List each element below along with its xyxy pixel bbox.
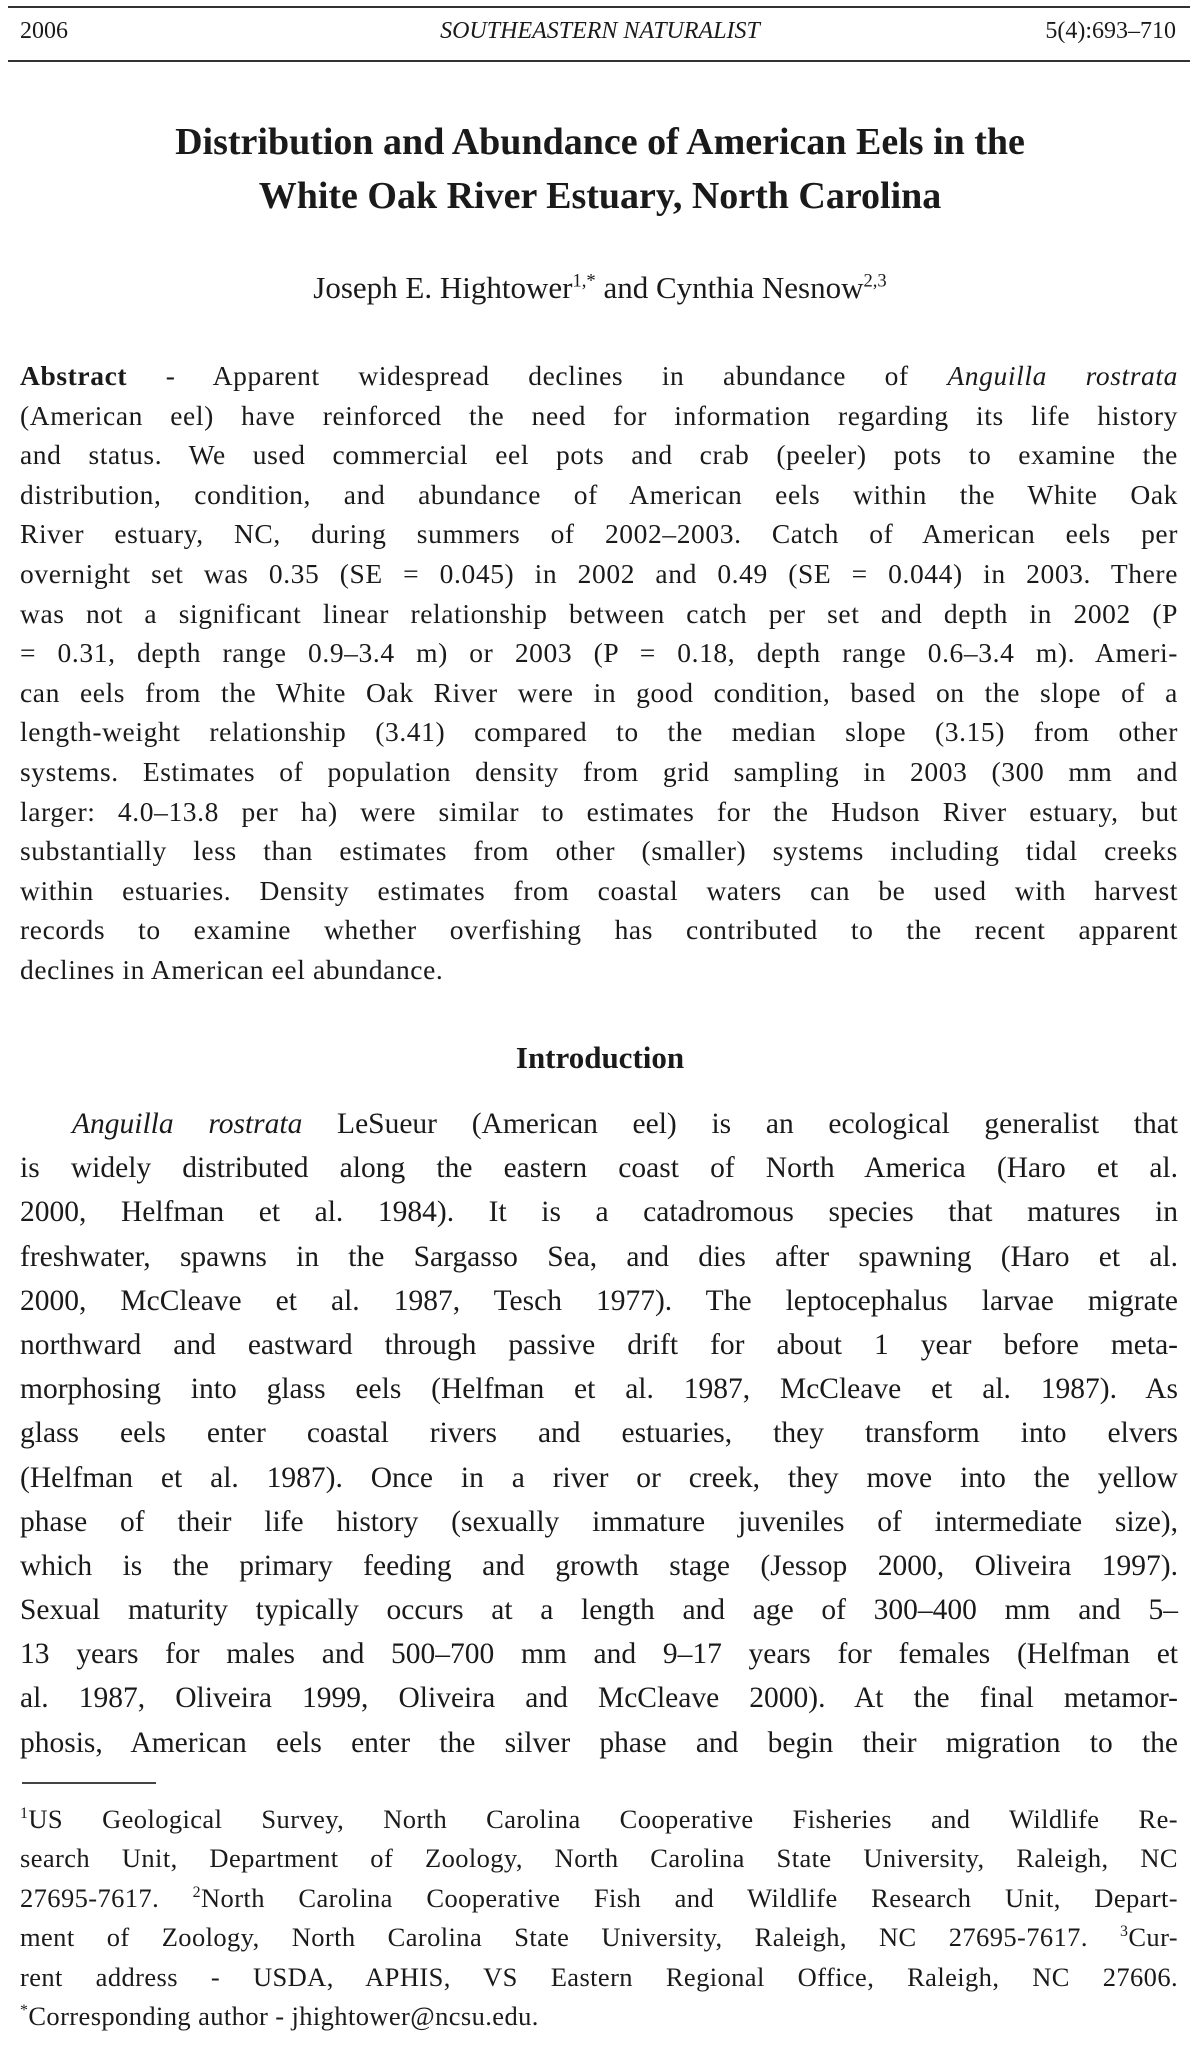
footnote-line (20, 1958, 1178, 1997)
paragraph-text: morphosing into glass eels (Helfman et al. 1987, McCleave et al. 1987). As (20, 1373, 1178, 1406)
paragraph-line (20, 1146, 1178, 1190)
section-heading-introduction: Introduction (515, 1040, 685, 1075)
abstract-line (20, 673, 1178, 713)
abstract-text: was not a significant linear relationship between catch per set and depth in 2002 (P (20, 597, 1178, 629)
author-affiliation-marker: 2,3 (863, 270, 887, 292)
species-name: Anguilla rostrata (947, 360, 1178, 391)
introduction-body (20, 1102, 1178, 1765)
paragraph-text: al. 1987, Oliveira 1999, Oliveira and McCleave 2000). At the final metamor- (20, 1682, 1178, 1715)
author-connector: and (595, 270, 656, 305)
paragraph-text: is widely distributed along the eastern coast of North America (Haro et al. (20, 1152, 1178, 1185)
footnote-text: 27695-7617. (20, 1882, 193, 1913)
footnote-text: US Geological Survey, North Carolina Cooperative Fisheries and Wildlife Re- (28, 1804, 1178, 1834)
abstract-label: Abstract (20, 360, 128, 391)
abstract-line (20, 712, 1178, 752)
paragraph-text: which is the primary feeding and growth stage (Jessop 2000, Oliveira 1997). (20, 1549, 1178, 1582)
author-list (0, 268, 1200, 308)
abstract-line (20, 554, 1178, 594)
abstract-text: - Apparent widespread declines in abundance of (127, 360, 948, 391)
footnote-text: rent address - USDA, APHIS, VS Eastern Regional Office, Raleigh, NC 27606. (20, 1961, 1178, 1992)
paragraph-text: 2000, McCleave et al. 1987, Tesch 1977). The leptocephalus larvae migrate (20, 1284, 1178, 1317)
paragraph-line (20, 1190, 1178, 1234)
abstract-text: length-weight relationship (3.41) compared to the median slope (3.15) from other (20, 716, 1178, 748)
paragraph-line (20, 1456, 1178, 1500)
author-name: Joseph E. Hightower (313, 270, 573, 305)
paragraph-text: 2000, Helfman et al. 1984). It is a catadromous species that matures in (20, 1196, 1178, 1229)
author-name: Cynthia Nesnow (655, 270, 864, 305)
paragraph-line (20, 1367, 1178, 1411)
abstract-line (20, 475, 1178, 515)
species-name: Anguilla rostrata (72, 1108, 303, 1140)
abstract-line (20, 594, 1178, 634)
paragraph-text: (Helfman et al. 1987). Once in a river or creek, they move into the yellow (20, 1461, 1178, 1494)
abstract-text: within estuaries. Density estimates from coastal waters can be used with harvest (20, 874, 1178, 906)
header-journal-name: SOUTHEASTERN NATURALIST (440, 18, 760, 44)
title-line-2: White Oak River Estuary, North Carolina (258, 175, 942, 217)
abstract-text: = 0.31, depth range 0.9–3.4 m) or 2003 (P = 0.18, depth range 0.6–3.4 m). Ameri- (20, 637, 1178, 669)
footnote-marker: * (20, 2002, 29, 2020)
paragraph-text: phase of their life history (sexually immature juveniles of intermediate size), (20, 1505, 1178, 1538)
paragraph-line (20, 1235, 1178, 1279)
abstract (20, 356, 1178, 990)
paragraph-text: 13 years for males and 500–700 mm and 9–17 years for females (Helfman et (20, 1638, 1178, 1671)
paragraph-line (20, 1676, 1178, 1720)
abstract-line (20, 633, 1178, 673)
paragraph-text: phosis, American eels enter the silver phase and begin their migration to the (20, 1726, 1178, 1759)
abstract-line (20, 792, 1178, 832)
abstract-text: can eels from the White Oak River were in good condition, based on the slope of a (20, 676, 1178, 708)
title-line-1: Distribution and Abundance of American Eels in the (175, 121, 1025, 163)
footnote-text: search Unit, Department of Zoology, North Carolina State University, Raleigh, NC (20, 1843, 1178, 1874)
paragraph-line (20, 1632, 1178, 1676)
footnote-marker: 3 (1119, 1923, 1129, 1941)
header-year: 2006 (20, 18, 68, 44)
footnote-text: North Carolina Cooperative Fish and Wildlife Research Unit, Depart- (201, 1882, 1179, 1913)
paragraph-text: LeSueur (American eel) is an ecological generalist that (302, 1108, 1178, 1140)
article-title (0, 115, 1200, 223)
paragraph-line (20, 1102, 1178, 1146)
footnotes (20, 1800, 1178, 2036)
abstract-text: and status. We used commercial eel pots and crab (peeler) pots to examine the (20, 439, 1178, 471)
abstract-line (20, 356, 1178, 396)
footnote-line (20, 1879, 1178, 1918)
paragraph-line (20, 1323, 1178, 1367)
paragraph-line (20, 1279, 1178, 1323)
paragraph-line (20, 1411, 1178, 1455)
paragraph-text: Sexual maturity typically occurs at a length and age of 300–400 mm and 5– (20, 1594, 1178, 1627)
abstract-text: declines in American eel abundance. (20, 953, 444, 985)
abstract-line (20, 950, 1178, 990)
footnote-text: ment of Zoology, North Carolina State University, Raleigh, NC 27695-7617. (20, 1922, 1120, 1953)
paragraph-line (20, 1721, 1178, 1765)
abstract-text: River estuary, NC, during summers of 2002–2003. Catch of American eels per (20, 518, 1178, 550)
abstract-text: distribution, condition, and abundance of American eels within the White Oak (20, 478, 1178, 510)
footnote-marker: 1 (20, 1805, 29, 1823)
abstract-line (20, 514, 1178, 554)
footnote-separator (22, 1782, 156, 1784)
corresponding-author-email: Corresponding author - jhightower@ncsu.edu. (28, 2000, 539, 2031)
paragraph-line (20, 1500, 1178, 1544)
paragraph-text: freshwater, spawns in the Sargasso Sea, and dies after spawning (Haro et al. (20, 1240, 1178, 1273)
abstract-text: systems. Estimates of population density from grid sampling in 2003 (300 mm and (20, 755, 1178, 787)
abstract-line (20, 396, 1178, 436)
header-top-rule (8, 6, 1190, 8)
abstract-text: overnight set was 0.35 (SE = 0.045) in 2002 and 0.49 (SE = 0.044) in 2003. There (20, 557, 1178, 589)
abstract-text: substantially less than estimates from other (smaller) systems including tidal creeks (20, 835, 1178, 867)
author-affiliation-marker: 1,* (572, 270, 596, 292)
footnote-line (20, 1800, 1178, 1839)
abstract-line (20, 871, 1178, 911)
header-bottom-rule (8, 60, 1190, 62)
abstract-line (20, 910, 1178, 950)
paragraph-text: glass eels enter coastal rivers and estuaries, they transform into elvers (20, 1417, 1178, 1450)
footnote-marker: 2 (192, 1883, 202, 1901)
header-volume-pages: 5(4):693–710 (1045, 18, 1176, 44)
abstract-text: (American eel) have reinforced the need for information regarding its life history (20, 399, 1178, 431)
footnote-line (20, 1997, 1178, 2036)
paragraph-line (20, 1544, 1178, 1588)
abstract-line (20, 752, 1178, 792)
paragraph-text: northward and eastward through passive drift for about 1 year before meta- (20, 1328, 1178, 1361)
abstract-line (20, 831, 1178, 871)
paragraph-line (20, 1588, 1178, 1632)
footnote-line (20, 1839, 1178, 1878)
abstract-text: records to examine whether overfishing has contributed to the recent apparent (20, 914, 1178, 946)
footnote-text: Cur- (1128, 1922, 1178, 1953)
abstract-line (20, 435, 1178, 475)
abstract-text: larger: 4.0–13.8 per ha) were similar to estimates for the Hudson River estuary, but (20, 795, 1178, 827)
footnote-line (20, 1918, 1178, 1957)
